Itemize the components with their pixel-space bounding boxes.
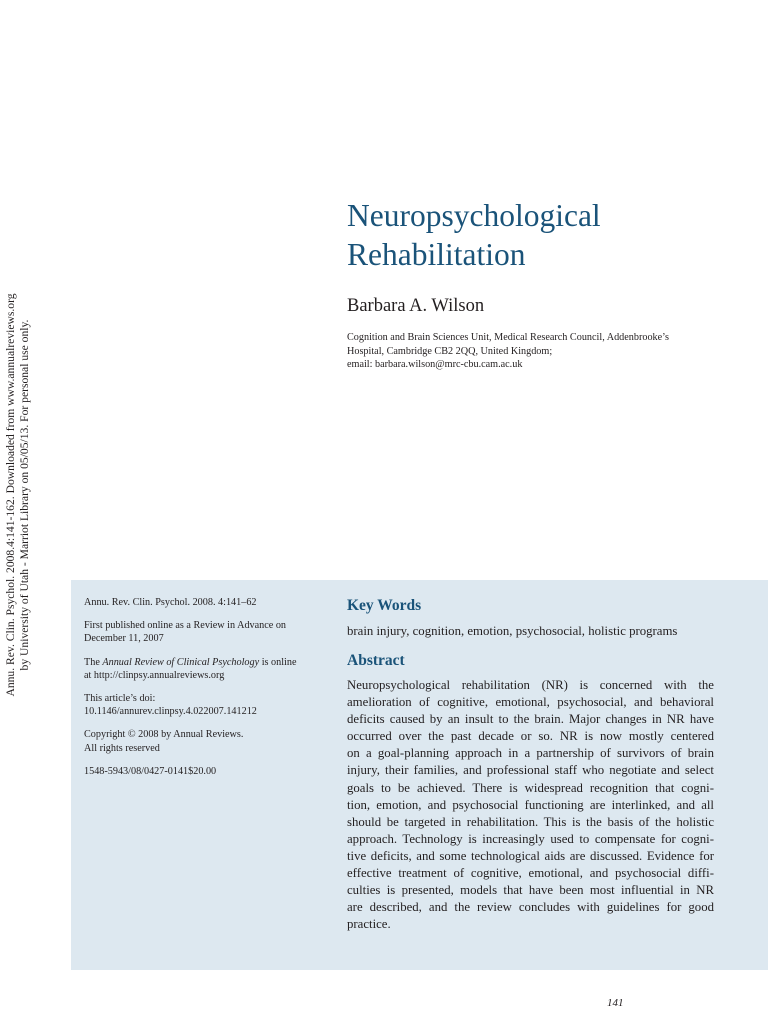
citation: Annu. Rev. Clin. Psychol. 2008. 4:141–62 [84,597,257,608]
first-published-line-1: First published online as a Review in Advance on [84,620,287,632]
keywords-heading: Key Words [347,597,422,614]
affiliation-line-1: Cognition and Brain Sciences Unit, Medical Research Council, Addenbrooke’s [347,332,669,343]
download-notice-text [4,290,32,700]
abstract-line: effective treatment of cognitive, emotional, and psychosocial diffi- [347,866,714,881]
abstract-line: are described, and the review concludes with guidelines for good [347,900,714,915]
abstract-line: culties is presented, models that have been most influential in NR [347,883,714,898]
author-affiliation [347,331,747,372]
abstract-body [347,677,714,933]
journal-prefix: The [84,656,103,668]
journal-note-line-1 [84,656,314,669]
download-notice-line-1: Annu. Rev. Clin. Psychol. 2008.4:141-162. Downloaded from www.annualreviews.org [4,293,17,697]
article-title-line-2: Rehabilitation [347,237,526,272]
rights-line: All rights reserved [84,742,160,754]
issn: 1548-5943/08/0427-0141$20.00 [84,765,217,777]
copyright-note [84,728,314,754]
affiliation-line-2: Hospital, Cambridge CB2 2QQ, United Kingdom; [347,345,553,357]
author-name: Barbara A. Wilson [347,296,485,316]
journal-url[interactable]: at http://clinpsy.annualreviews.org [84,669,225,681]
first-published-note [84,619,314,645]
article-title-line-1: Neuropsychological [347,198,601,233]
copyright-line: Copyright © 2008 by Annual Reviews. [84,729,244,741]
publication-metadata [84,596,314,788]
journal-name: Annual Review of Clinical Psychology [102,656,260,668]
abstract-line: Neuropsychological rehabilitation (NR) is concerned with the [347,678,714,692]
abstract-line: on a goal-planning approach in a partnership of survivors of brain [347,746,714,761]
abstract-line: tion, emotion, and psychosocial functioning are interlinked, and all [347,797,714,812]
download-notice-line-2: by University of Utah - Marriot Library on 05/05/13. For personal use only. [18,319,31,671]
author-email[interactable]: email: barbara.wilson@mrc-cbu.cam.ac.uk [347,359,523,370]
abstract-line: tive deficits, and some technological aids are discussed. Evidence for [347,848,714,863]
first-published-line-2: December 11, 2007 [84,633,164,645]
page-number: 141 [607,997,624,1009]
abstract-line: deficits caused by an insult to the brain. Major changes in NR have [347,712,714,727]
doi-value[interactable]: 10.1146/annurev.clinpsy.4.022007.141212 [84,706,257,718]
abstract-line: approach. Technology is increasingly used to compensate for cogni- [347,831,714,846]
article-title [347,196,747,274]
doi-label: This article’s doi: [84,693,156,705]
abstract-line: should be targeted in rehabilitation. This is the basis of the holistic [347,814,714,829]
abstract-line: practice. [347,917,391,932]
abstract-line: amelioration of cognitive, emotional, psychosocial, and behavioral [347,695,714,710]
doi-note [84,692,314,718]
keywords-text: brain injury, cognition, emotion, psychosocial, holistic programs [347,624,678,638]
abstract-line: injury, their families, and professional staff who negotiate and select [347,763,714,778]
abstract-heading: Abstract [347,652,405,669]
download-notice [4,290,44,700]
abstract-line: goals to be achieved. There is widespread recognition that cogni- [347,780,714,795]
journal-suffix: is online [259,656,297,668]
journal-note [84,656,314,682]
abstract-line: occurred over the past decade or so. NR is now mostly centered [347,729,714,744]
